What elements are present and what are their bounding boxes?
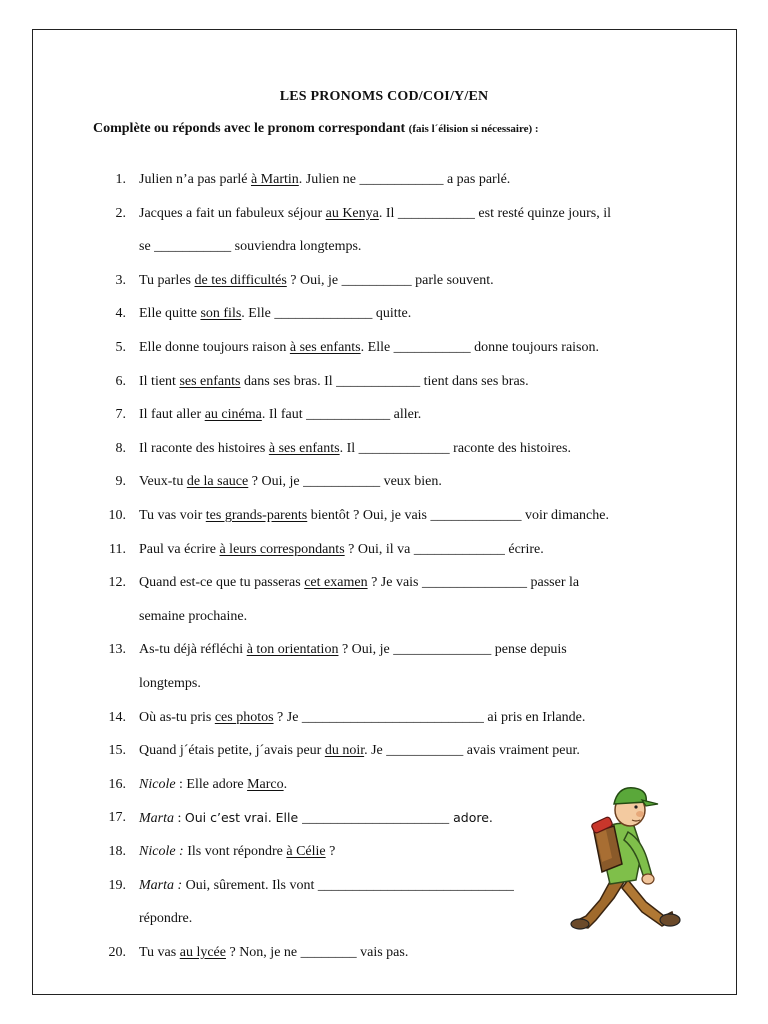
item-line xyxy=(139,406,421,424)
underlined-phrase: cet examen xyxy=(304,575,368,591)
item-text: . Elle ______________ quitte. xyxy=(241,306,412,322)
underlined-phrase: au cinéma xyxy=(204,407,262,423)
underlined-phrase: à Martin xyxy=(250,172,299,187)
item-line xyxy=(139,608,247,626)
underlined-phrase: à ton orientation xyxy=(246,642,339,658)
item-line xyxy=(139,473,442,491)
underlined-phrase: de la sauce xyxy=(186,474,249,490)
item-text: répondre. xyxy=(139,911,193,927)
item-text: _____________________ xyxy=(302,811,450,827)
item-line xyxy=(139,742,580,760)
item-text: . Il _____________ raconte des histoires. xyxy=(339,440,571,456)
item-number: 5. xyxy=(115,340,126,355)
item-number: 16. xyxy=(108,776,126,792)
item-line xyxy=(139,910,192,928)
item-number: 17. xyxy=(108,810,126,826)
worksheet-title: LES PRONOMS COD/COI/Y/EN xyxy=(279,89,489,104)
item-text: Oui, sûrement. Ils vont ____________________________ xyxy=(182,877,514,893)
underlined-phrase: de tes difficultés xyxy=(194,272,287,288)
item-text: ? xyxy=(325,844,336,859)
item-number: 6. xyxy=(115,373,126,389)
item-text: Il faut aller xyxy=(139,407,205,423)
item-line xyxy=(139,776,287,794)
item-line xyxy=(139,507,609,525)
underlined-phrase: du noir xyxy=(324,743,365,759)
item-line xyxy=(139,709,585,727)
underlined-phrase: ses enfants xyxy=(179,373,241,389)
item-number: 3. xyxy=(115,272,126,288)
underlined-phrase: au lycée xyxy=(179,944,226,960)
item-text: . Je ___________ avais vraiment peur. xyxy=(364,743,580,759)
item-text: . Elle ___________ donne toujours raison. xyxy=(360,340,600,355)
walking-boy-illustration xyxy=(566,780,688,932)
item-number: 2. xyxy=(115,205,126,221)
item-line xyxy=(139,205,611,223)
item-text: Il tient xyxy=(139,373,180,389)
item-text: Quand est-ce que tu passeras xyxy=(139,575,305,591)
item-text: bientôt ? Oui, je vais _____________ voir dimanche. xyxy=(307,508,609,523)
item-line xyxy=(139,541,544,559)
item-line xyxy=(139,675,201,693)
item-number: 8. xyxy=(115,440,126,456)
item-line xyxy=(139,809,493,828)
instructions-note: (fais l´élision si nécessaire) : xyxy=(408,123,539,135)
item-number: 12. xyxy=(108,575,126,591)
item-text: Quand j´étais petite, j´avais peur xyxy=(139,743,325,759)
item-number: 13. xyxy=(108,642,126,658)
item-number: 19. xyxy=(108,877,126,893)
item-line xyxy=(139,373,529,391)
item-number: 15. xyxy=(108,743,126,759)
underlined-phrase: tes grands-parents xyxy=(205,508,308,523)
item-line xyxy=(139,944,408,962)
underlined-phrase: à leurs correspondants xyxy=(219,541,345,557)
item-text: Marta xyxy=(139,811,174,827)
item-text: Veux-tu xyxy=(139,474,187,490)
item-text: : xyxy=(174,811,185,827)
item-line xyxy=(139,305,411,323)
item-text: se ___________ souviendra longtemps. xyxy=(139,239,362,255)
item-text: Nicole : xyxy=(139,844,184,859)
item-text: Où as-tu pris xyxy=(139,709,215,725)
item-number: 7. xyxy=(115,407,126,423)
item-text: ? Non, je ne ________ vais pas. xyxy=(225,944,409,960)
item-text: Marta : xyxy=(139,877,183,893)
item-text: Tu parles xyxy=(139,272,195,288)
item-text: ? Oui, je ___________ veux bien. xyxy=(248,474,442,490)
underlined-phrase: son fils xyxy=(200,306,242,322)
item-text: . Il faut ____________ aller. xyxy=(261,407,422,423)
item-text: Tu vas xyxy=(139,944,180,960)
item-text: Paul va écrire xyxy=(139,541,220,557)
underlined-phrase: au Kenya xyxy=(325,205,379,221)
item-text: . Il ___________ est resté quinze jours, il xyxy=(378,205,612,221)
underlined-phrase: Marco xyxy=(247,776,284,792)
instructions-main: Complète ou réponds avec le pronom correspondant xyxy=(93,121,406,136)
item-line xyxy=(139,641,567,659)
item-text: . xyxy=(283,776,288,792)
item-line xyxy=(139,171,510,189)
item-text: Julien n’a pas parlé xyxy=(139,172,251,187)
item-number: 14. xyxy=(108,709,126,725)
item-line xyxy=(139,877,514,895)
item-text: Oui c’est vrai. Elle xyxy=(184,810,303,826)
item-line xyxy=(139,339,599,357)
item-line xyxy=(139,843,335,861)
item-number: 18. xyxy=(108,844,126,859)
item-text: ? Je __________________________ ai pris en Irlande. xyxy=(273,709,586,725)
item-text: Ils vont répondre xyxy=(183,844,287,859)
underlined-phrase: à ses enfants xyxy=(289,340,361,355)
item-text: As-tu déjà réfléchi xyxy=(139,642,247,658)
item-number: 11. xyxy=(109,541,126,557)
item-text: Il raconte des histoires xyxy=(139,440,269,456)
item-text: Elle donne toujours raison xyxy=(139,340,290,355)
underlined-phrase: ces photos xyxy=(214,709,274,725)
item-text: ? Oui, il va _____________ écrire. xyxy=(344,541,544,557)
item-line xyxy=(139,574,579,592)
item-text: Nicole xyxy=(139,776,176,792)
underlined-phrase: à ses enfants xyxy=(268,440,340,456)
item-text: Elle quitte xyxy=(139,306,201,322)
underlined-phrase: à Célie xyxy=(286,844,326,859)
item-number: 1. xyxy=(115,172,126,187)
item-number: 9. xyxy=(115,474,126,490)
item-line xyxy=(139,440,571,458)
item-text: adore. xyxy=(449,810,493,826)
item-line xyxy=(139,272,494,290)
item-number: 10. xyxy=(108,508,126,523)
item-text: ? Oui, je __________ parle souvent. xyxy=(286,272,494,288)
item-number: 20. xyxy=(108,944,126,960)
item-line xyxy=(139,238,361,256)
item-text: longtemps. xyxy=(139,676,201,691)
item-text: dans ses bras. Il ____________ tient dans ses bras. xyxy=(240,373,529,389)
item-text: : Elle adore xyxy=(175,776,248,792)
item-number: 4. xyxy=(115,306,126,322)
item-text: Jacques a fait un fabuleux séjour xyxy=(139,205,326,221)
item-text: ? Je vais _______________ passer la xyxy=(367,575,580,591)
item-text: Tu vas voir xyxy=(139,508,206,523)
item-text: semaine prochaine. xyxy=(139,608,248,624)
item-text: ? Oui, je ______________ pense depuis xyxy=(338,642,567,658)
item-text: . Julien ne ____________ a pas parlé. xyxy=(298,172,511,187)
